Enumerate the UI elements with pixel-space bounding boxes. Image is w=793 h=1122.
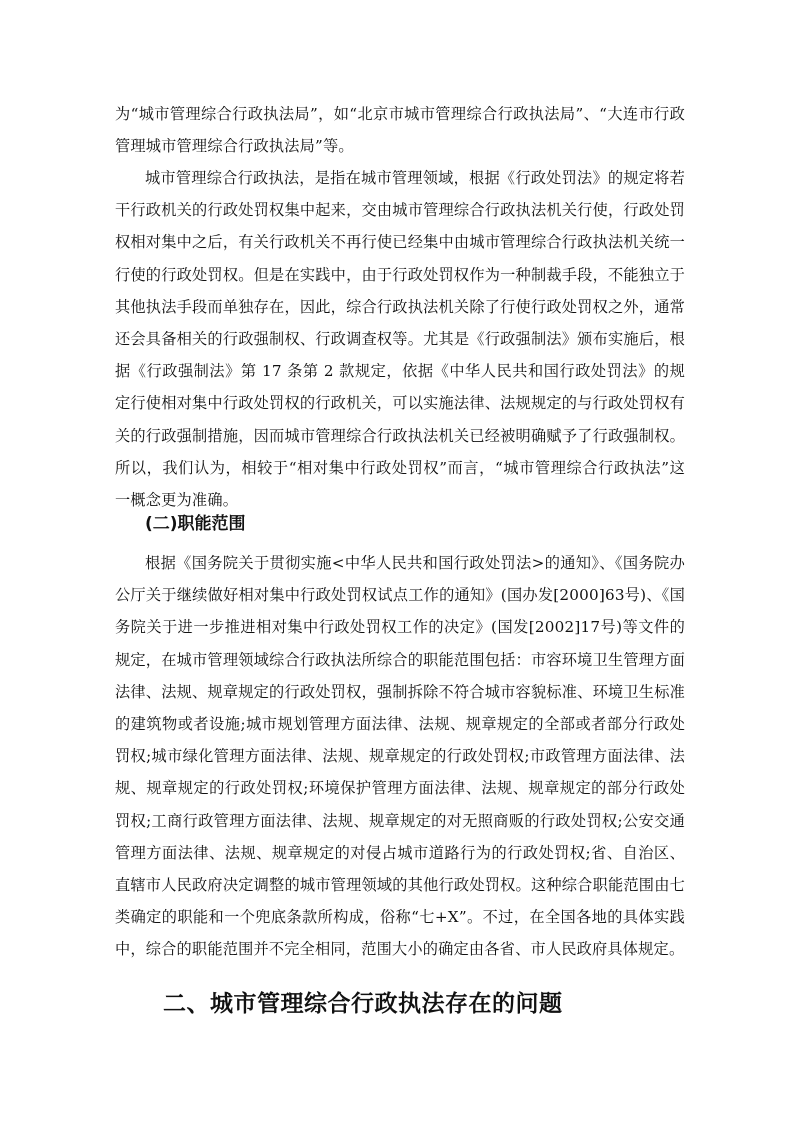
paragraph-definition: 城市管理综合行政执法，是指在城市管理领域，根据《行政处罚法》的规定将若干行政机关的行政处罚权集中起来，交由城市管理综合行政执法机关行使，行政处罚权相对集中之后，有关行政机关不再行使已经集中由城市管理综合行政执法机关统一行使的行政处罚权。但是在实践中，由于行政处罚权作为一种制裁手段，不能独立于其他执法手段而单独存在，因此，综合行政执法机关除了行使行政处罚权之外，通常还会具备相关的行政强制权、行政调查权等。尤其是《行政强制法》颁布实施后，根据《行政强制法》第 17 条第 2 款规定，依据《中华人民共和国行政处罚法》的规定行使相对集中行政处罚权的行政机关，可以实施法律、法规规定的与行政处罚权有关的行政强制措施，因而城市管理综合行政执法机关已经被明确赋予了行政强制权。所以，我们认为，相较于“相对集中行政处罚权”而言，“城市管理综合行政执法”这一概念更为准确。: [115, 169, 685, 510]
paragraph-continuation: 为“城市管理综合行政执法局”，如“北京市城市管理综合行政执法局”、“大连市行政管理城市管理综合行政执法局”等。: [115, 105, 685, 156]
section-heading-problems: 二、城市管理综合行政执法存在的问题: [163, 991, 563, 1017]
paragraph-function-scope: 根据《国务院关于贯彻实施<中华人民共和国行政处罚法>的通知》、《国务院办公厅关于继续做好相对集中行政处罚权试点工作的通知》(国办发[2000]63号)、《国务院关于进一步推进相对集中行政处罚权工作的决定》(国发[2002]17号)等文件的规定，在城市管理领域综合行政执法所综合的职能范围包括：市容环境卫生管理方面法律、法规、规章规定的行政处罚权，强制拆除不符合城市容貌标准、环境卫生标准的建筑物或者设施;城市规划管理方面法律、法规、规章规定的全部或者部分行政处罚权;城市绿化管理方面法律、法规、规章规定的行政处罚权;市政管理方面法律、法规、规章规定的行政处罚权;环境保护管理方面法律、法规、规章规定的部分行政处罚权;工商行政管理方面法律、法规、规章规定的对无照商贩的行政处罚权;公安交通管理方面法律、法规、规章规定的对侵占城市道路行为的行政处罚权;省、自治区、直辖市人民政府决定调整的城市管理领域的其他行政处罚权。这种综合职能范围由七类确定的职能和一个兜底条款所构成，俗称“七+X”。不过，在全国各地的具体实践中，综合的职能范围并不完全相同，范围大小的确定由各省、市人民政府具体规定。: [115, 554, 685, 959]
subheading-function-scope: (二)职能范围: [145, 514, 246, 534]
